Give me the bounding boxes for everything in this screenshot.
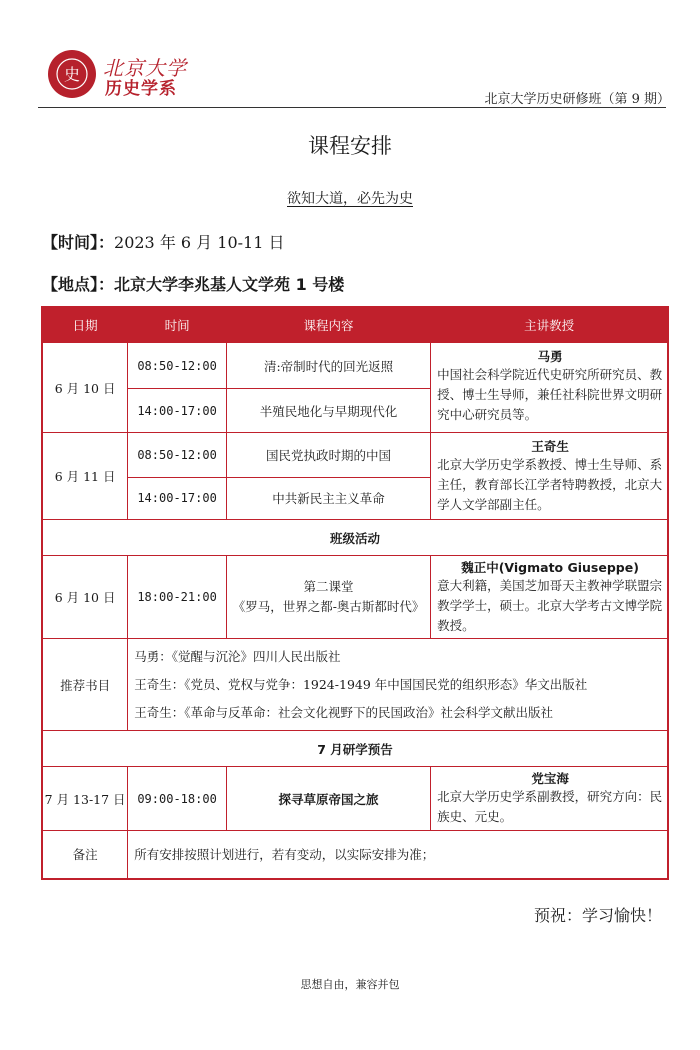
day1-prof-desc: 中国社会科学院近代史研究所研究员、教授、博士生导师，兼任社科院世界文明研究中心研究员等。 — [437, 367, 663, 422]
logo-university-name: 北京大学 — [103, 56, 187, 80]
table-row — [42, 639, 668, 731]
footer-slogan: 思想自由，兼容并包 — [300, 978, 400, 991]
closing-wish: 预祝：学习愉快！ — [533, 906, 662, 925]
activity-course-subtitle: 《罗马，世界之都-奥古斯都时代》 — [232, 599, 425, 614]
motto: 欲知大道，必先为史 — [287, 191, 413, 207]
book-item: 王奇生：《革命与反革命：社会文化视野下的民国政治》社会科学文献出版社 — [134, 704, 553, 720]
day1-s1-time: 08:50-12:00 — [128, 343, 227, 389]
note-label: 备注 — [42, 831, 128, 879]
table-section-row — [42, 520, 668, 556]
page-header — [0, 0, 700, 110]
schedule-table — [41, 306, 669, 880]
time-label: 【时间】： — [42, 233, 115, 252]
header-course: 课程内容 — [226, 307, 430, 343]
table-row — [42, 831, 668, 879]
activity-professor — [431, 556, 668, 639]
program-name: 北京大学历史研修班（第 9 期） — [484, 92, 670, 107]
activity-date: 6 月 10 日 — [42, 556, 128, 639]
activity-course-title: 第二课堂 — [303, 579, 354, 594]
books-label: 推荐书目 — [42, 639, 128, 731]
table-header-row — [42, 307, 668, 343]
day2-prof-name: 王奇生 — [531, 439, 569, 454]
header-time: 时间 — [128, 307, 227, 343]
time-value: 2023 年 6 月 10-11 日 — [114, 233, 285, 252]
place-label: 【地点】： — [42, 275, 115, 294]
day2-s2-time: 14:00-17:00 — [128, 477, 227, 520]
day2-prof-desc: 北京大学历史学系教授、博士生导师、系主任，教育部长江学者特聘教授，北京大学人文学部副主任。 — [437, 457, 663, 512]
preview-time: 09:00-18:00 — [128, 767, 227, 831]
day2-s1-time: 08:50-12:00 — [128, 433, 227, 478]
preview-section-header: 7 月研学预告 — [42, 731, 668, 767]
page-title: 课程安排 — [308, 134, 392, 158]
day1-date: 6 月 10 日 — [42, 343, 128, 433]
activity-course — [226, 556, 430, 639]
note-text: 所有安排按照计划进行，若有变动，以实际安排为准； — [128, 831, 668, 879]
info-time — [42, 230, 284, 253]
table-row — [42, 433, 668, 478]
info-place — [42, 272, 344, 295]
activity-prof-name: 魏正中(Vigmato Giuseppe) — [461, 560, 639, 575]
day2-professor — [431, 433, 668, 520]
logo-glyph: 史 — [63, 65, 81, 84]
day2-s2-course: 中共新民主主义革命 — [226, 477, 430, 520]
activity-prof-desc: 意大利籍，美国芝加哥天主教神学联盟宗教学学士，硕士。北京大学考古文博学院教授。 — [437, 578, 663, 633]
place-value: 北京大学李兆基人文学苑 1 号楼 — [114, 275, 345, 294]
header-professor: 主讲教授 — [431, 307, 668, 343]
activity-section-header: 班级活动 — [42, 520, 668, 556]
department-logo-icon — [48, 50, 96, 98]
day1-s1-course: 清:帝制时代的回光返照 — [226, 343, 430, 389]
day2-date: 6 月 11 日 — [42, 433, 128, 520]
book-item: 王奇生：《党员、党权与党争：1924-1949 年中国国民党的组织形态》华文出版社 — [134, 676, 588, 692]
day1-s2-course: 半殖民地化与早期现代化 — [226, 389, 430, 433]
preview-prof-desc: 北京大学历史学系副教授，研究方向：民族史、元史。 — [437, 789, 663, 824]
logo-department-name: 历史学系 — [105, 79, 177, 99]
preview-professor — [431, 767, 668, 831]
day2-s1-course: 国民党执政时期的中国 — [226, 433, 430, 478]
header-date: 日期 — [42, 307, 128, 343]
table-section-row — [42, 731, 668, 767]
table-row — [42, 343, 668, 389]
preview-course: 探寻草原帝国之旅 — [226, 767, 430, 831]
table-row — [42, 767, 668, 831]
header-divider — [38, 107, 666, 108]
preview-date: 7 月 13-17 日 — [42, 767, 128, 831]
day1-professor — [431, 343, 668, 433]
activity-time: 18:00-21:00 — [128, 556, 227, 639]
day1-s2-time: 14:00-17:00 — [128, 389, 227, 433]
preview-prof-name: 党宝海 — [531, 771, 569, 786]
day1-prof-name: 马勇 — [537, 349, 563, 364]
table-row — [42, 556, 668, 639]
books-list — [128, 639, 668, 731]
book-item: 马勇：《觉醒与沉沦》四川人民出版社 — [134, 648, 341, 664]
logo-emblem — [48, 50, 96, 98]
